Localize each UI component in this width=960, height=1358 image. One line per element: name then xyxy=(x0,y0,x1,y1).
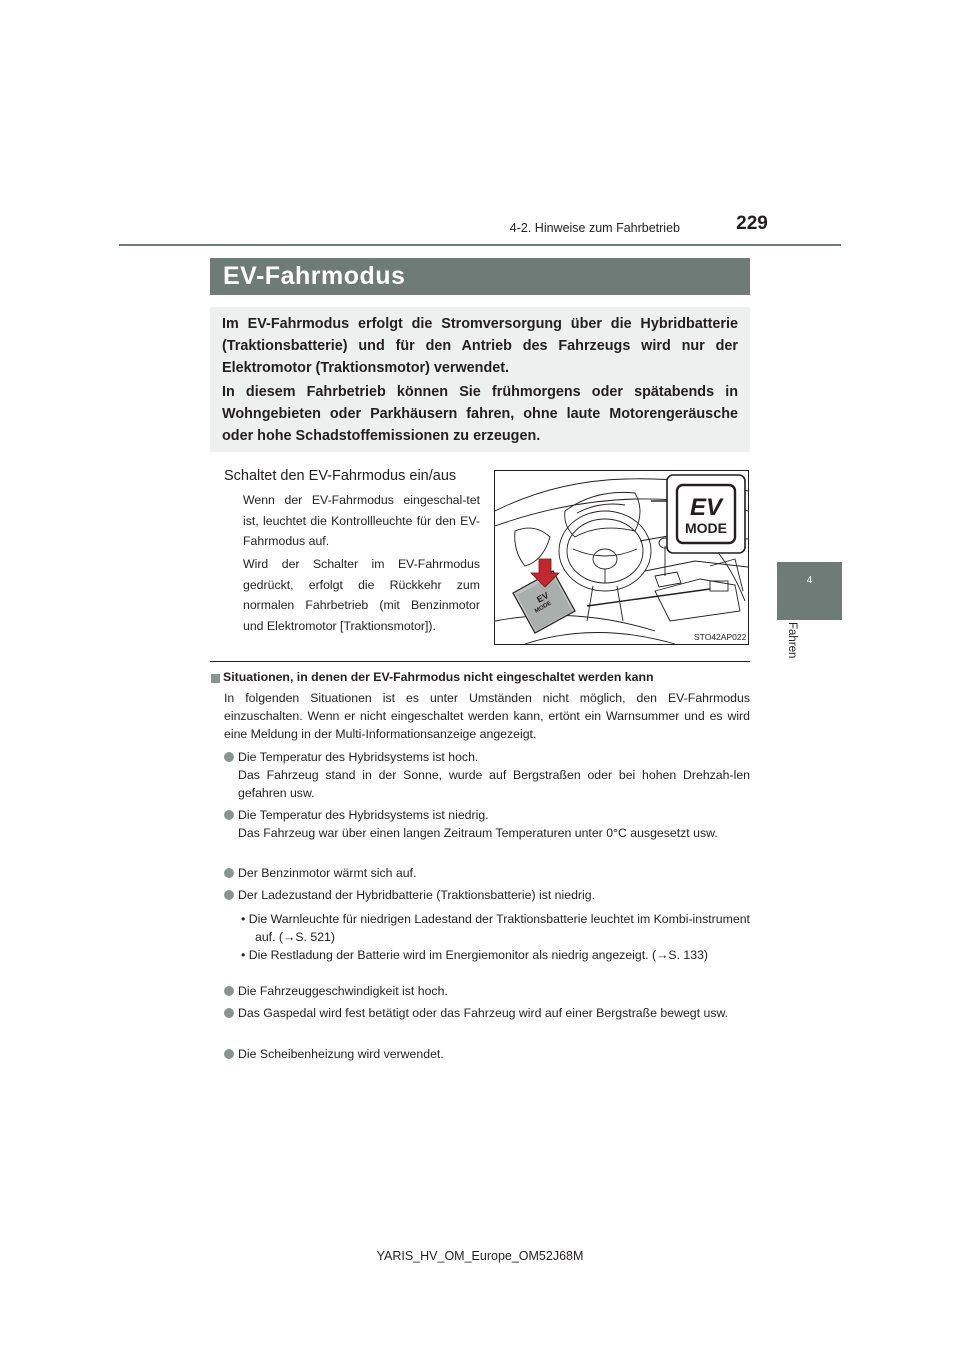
section-intro: In folgenden Situationen ist es unter Umständen nicht möglich, den EV-Fahrmodus einzuschalten. Wenn er nicht eingeschaltet werden kann, ertönt ein Warnsummer und es wird eine Meldung in der Multi-Informationsanzeige angezeigt. xyxy=(224,691,750,741)
chapter-number: 4 xyxy=(806,575,813,586)
intro-paragraph-2: In diesem Fahrbetrieb können Sie frühmorgens oder spätabends in Wohngebieten oder Parkhäusern fahren, ohne laute Motorengeräusche oder hohe Schadstoffemissionen zu erzeugen. xyxy=(222,384,738,444)
chapter-name: Fahren xyxy=(786,622,798,659)
step-paragraph-2: Wird der Schalter im EV-Fahrmodus gedrückt, erfolgt die Rückkehr zum normalen Fahrbetrieb (mit Benzinmotor und Elektromotor [Traktionsmotor]). xyxy=(243,557,480,633)
svg-text:EV: EV xyxy=(535,590,551,605)
heading-square-icon xyxy=(211,674,220,683)
bullet-2-line-2: Das Fahrzeug war über einen langen Zeitraum Temperaturen unter 0°C ausgesetzt usw. xyxy=(238,826,718,840)
sub-item-2: • Die Restladung der Batterie wird im Energiemonitor als niedrig angezeigt. (→S. 133) xyxy=(241,948,709,962)
intro-paragraph-1: Im EV-Fahrmodus erfolgt die Stromversorgung über die Hybridbatterie (Traktionsbatterie) und für den Antrieb des Fahrzeugs wird nur der Elektromotor (Traktionsmotor) verwendet. xyxy=(222,316,738,376)
dashboard-illustration xyxy=(494,470,749,645)
bullet-item-5: Die Fahrzeuggeschwindigkeit ist hoch. xyxy=(238,984,448,998)
page-number: 229 xyxy=(736,213,768,234)
bullet-dot-icon xyxy=(224,890,234,900)
bullet-dot-icon xyxy=(224,1008,234,1018)
figure-id: STO42AP022 xyxy=(694,632,747,642)
footer-document-id: YARIS_HV_OM_Europe_OM52J68M xyxy=(376,1249,584,1263)
sub-item-1: • Die Warnleuchte für niedrigen Ladestand der Traktionsbatterie leuchtet im Kombi-instrument auf. (→S. 521) xyxy=(241,912,750,944)
svg-text:MODE: MODE xyxy=(534,600,553,615)
section-reference: 4-2. Hinweise zum Fahrbetrieb xyxy=(509,221,680,235)
bullet-dot-icon xyxy=(224,752,234,762)
bullet-dot-icon xyxy=(224,810,234,820)
step-label: Schaltet den EV-Fahrmodus ein/aus xyxy=(224,468,457,484)
step-paragraph-1: Wenn der EV-Fahrmodus eingeschal-tet ist, leuchtet die Kontrollleuchte für den EV-Fahrmodus auf. xyxy=(243,493,480,548)
bullet-item-4: Der Ladezustand der Hybridbatterie (Traktionsbatterie) ist niedrig. xyxy=(238,888,596,902)
page-title: EV-Fahrmodus xyxy=(223,262,406,290)
bullet-1-line-1: Die Temperatur des Hybridsystems ist hoch. xyxy=(238,750,479,764)
section-heading: Situationen, in denen der EV-Fahrmodus nicht eingeschaltet werden kann xyxy=(223,670,654,684)
ev-mode-switch-closeup xyxy=(513,559,575,633)
bullet-item-6: Das Gaspedal wird fest betätigt oder das Fahrzeug wird auf einer Bergstraße bewegt usw. xyxy=(238,1006,729,1020)
chapter-tab xyxy=(777,562,842,620)
ev-mode-label-ev: EV xyxy=(689,494,723,521)
bullet-item-1 xyxy=(238,748,750,802)
ev-mode-label-mode: MODE xyxy=(685,520,727,536)
bullet-item-3: Der Benzinmotor wärmt sich auf. xyxy=(238,866,417,880)
bullet-2-line-1: Die Temperatur des Hybridsystems ist niedrig. xyxy=(238,808,489,822)
ev-mode-button-closeup xyxy=(667,475,745,553)
bullet-dot-icon xyxy=(224,986,234,996)
bullet-item-2 xyxy=(238,806,750,842)
header-rule xyxy=(119,244,841,246)
section-rule xyxy=(210,661,750,662)
bullet-1-line-2: Das Fahrzeug stand in der Sonne, wurde auf Bergstraßen oder bei hohen Drehzah-len gefahren usw. xyxy=(238,768,750,800)
bullet-dot-icon xyxy=(224,1049,234,1059)
bullet-dot-icon xyxy=(224,868,234,878)
bullet-item-7: Die Scheibenheizung wird verwendet. xyxy=(238,1047,444,1061)
ev-mode-switch-illustration xyxy=(495,471,748,644)
